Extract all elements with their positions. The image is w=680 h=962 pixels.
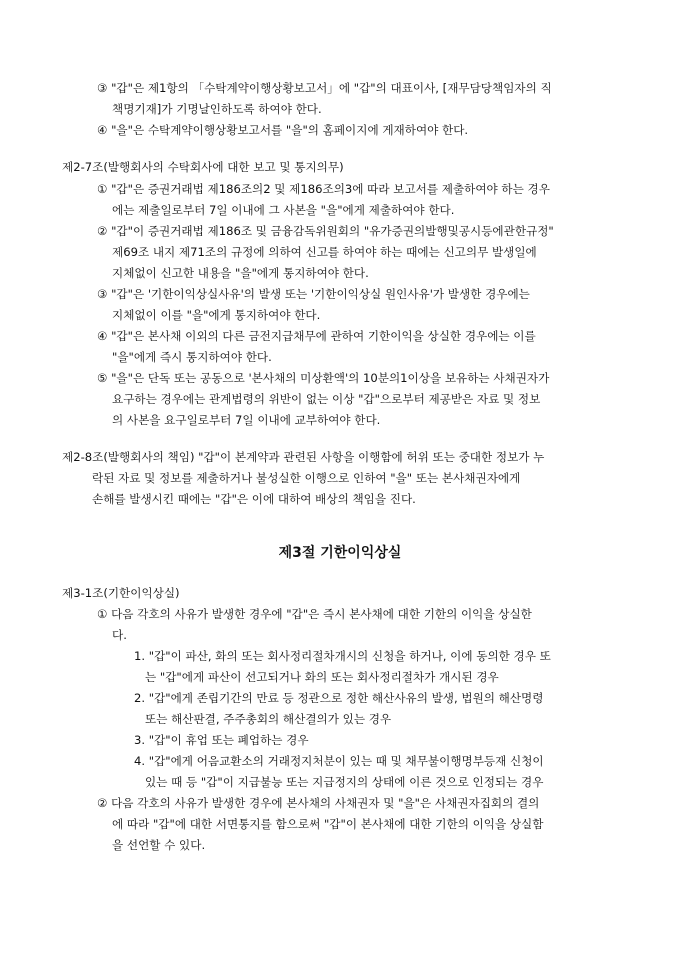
list-item: 4. "갑"에게 어음교환소의 거래정지처분이 있는 때 및 채무불이행명부등재 신청이: [134, 754, 544, 768]
article-title: 제3-1조(기한이익상실): [62, 586, 180, 600]
list-item: 3. "갑"이 휴업 또는 폐업하는 경우: [134, 733, 309, 747]
paragraph-line: ④ "을"은 수탁계약이행상황보고서를 "을"의 홈페이지에 게재하여야 한다.: [97, 123, 469, 137]
paragraph-line: "을"에게 즉시 통지하여야 한다.: [112, 350, 272, 364]
paragraph-line: ③ "갑"은 제1항의 「수탁계약이행상황보고서」에 "갑"의 대표이사, [재무담당책임자의 직: [97, 81, 552, 95]
paragraph-line: 지체없이 이를 "을"에게 통지하여야 한다.: [112, 308, 321, 322]
paragraph-line: 제69조 내지 제71조의 규정에 의하여 신고를 하여야 하는 때에는 신고의무 발생일에: [112, 245, 537, 259]
paragraph-line: 다.: [112, 628, 127, 642]
list-item-continuation: 또는 해산판결, 주주총회의 해산결의가 있는 경우: [145, 712, 392, 726]
paragraph-line: ① "갑"은 증권거래법 제186조의2 및 제186조의3에 따라 보고서를 제출하여야 하는 경우: [97, 182, 550, 196]
paragraph-line: ③ "갑"은 '기한이익상실사유'의 발생 또는 '기한이익상실 원인사유'가 발생한 경우에는: [97, 287, 530, 301]
paragraph-line: 락된 자료 및 정보를 제출하거나 불성실한 이행으로 인하여 "을" 또는 본사채권자에게: [92, 471, 521, 485]
list-item-continuation: 있는 때 등 "갑"이 지급불능 또는 지급정지의 상태에 이른 것으로 인정되는 경우: [145, 775, 544, 789]
paragraph-line: ④ "갑"은 본사채 이외의 다른 금전지급채무에 관하여 기한이익을 상실한 경우에는 이를: [97, 329, 536, 343]
paragraph-line: 에는 제출일로부터 7일 이내에 그 사본을 "을"에게 제출하여야 한다.: [112, 203, 455, 217]
paragraph-line: 책명기재]가 기명날인하도록 하여야 한다.: [112, 102, 322, 116]
article-title: 제2-7조(발행회사의 수탁회사에 대한 보고 및 통지의무): [62, 160, 344, 174]
article-title: 제2-8조(발행회사의 책임) "갑"이 본계약과 관련된 사항을 이행함에 허위 또는 중대한 정보가 누: [62, 450, 545, 464]
section-heading: 제3절 기한이익상실: [278, 545, 402, 561]
paragraph-line: 의 사본을 요구일로부터 7일 이내에 교부하여야 한다.: [112, 413, 381, 427]
paragraph-line: 지체없이 신고한 내용을 "을"에게 통지하여야 한다.: [112, 266, 369, 280]
paragraph-line: ② "갑"이 증권거래법 제186조 및 금융감독위원회의 "유가증권의발행및공시등에관한규정": [97, 224, 554, 238]
paragraph-line: 을 선언할 수 있다.: [112, 838, 206, 852]
list-item: 1. "갑"이 파산, 화의 또는 회사정리절차개시의 신청을 하거나, 이에 동의한 경우 또: [134, 649, 551, 663]
list-item: 2. "갑"에게 존립기간의 만료 등 정관으로 정한 해산사유의 발생, 법원의 해산명령: [134, 691, 544, 705]
paragraph-line: ② 다음 각호의 사유가 발생한 경우에 본사채의 사채권자 및 "을"은 사채권자집회의 결의: [97, 796, 540, 810]
paragraph-line: 에 따라 "갑"에 대한 서면통지를 함으로써 "갑"이 본사채에 대한 기한의 이익을 상실함: [112, 817, 544, 831]
paragraph-line: 손해를 발생시킨 때에는 "갑"은 이에 대하여 배상의 책임을 진다.: [92, 492, 416, 506]
list-item-continuation: 는 "갑"에게 파산이 선고되거나 화의 또는 회사정리절차가 개시된 경우: [145, 670, 499, 684]
paragraph-line: 요구하는 경우에는 관계법령의 위반이 없는 이상 "갑"으로부터 제공받은 자료 및 정보: [112, 392, 541, 406]
paragraph-line: ⑤ "을"은 단독 또는 공동으로 '본사채의 미상환액'의 10분의1이상을 보유하는 사채권자가: [97, 371, 550, 385]
paragraph-line: ① 다음 각호의 사유가 발생한 경우에 "갑"은 즉시 본사채에 대한 기한의 이익을 상실한: [97, 607, 532, 621]
